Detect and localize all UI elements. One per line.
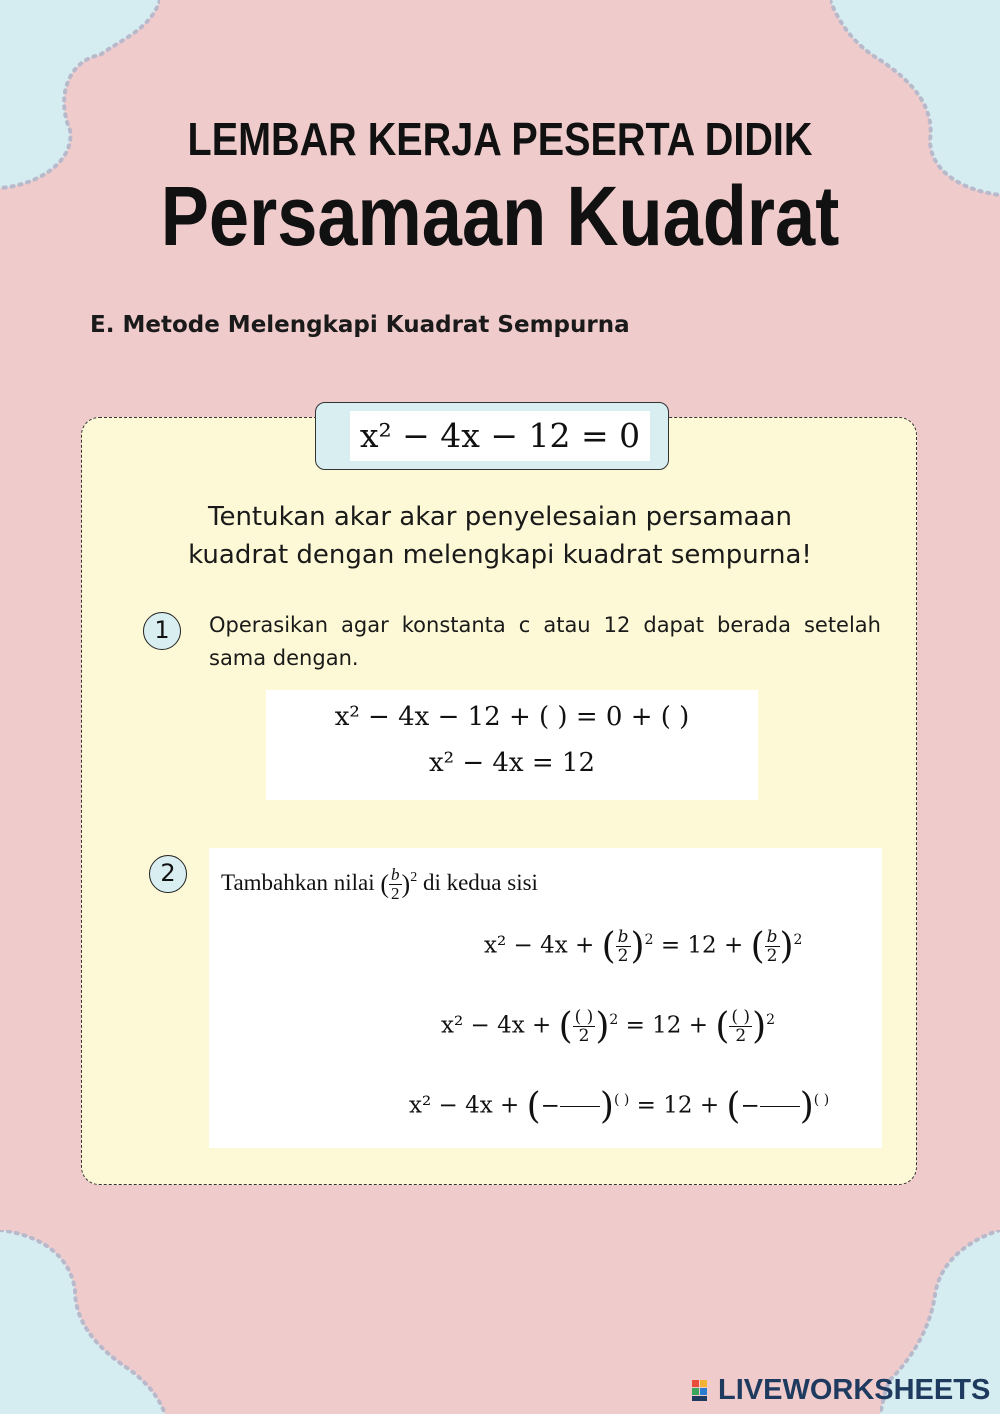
corner-decoration-bottom-left <box>0 1230 170 1414</box>
row-2-blank-left[interactable]: ( ) <box>574 1007 594 1027</box>
row-2-frac-bottom-right: 2 <box>735 1026 747 1046</box>
row-3-blank-left[interactable]: − <box>541 1093 600 1119</box>
row-2-frac-bottom-left: 2 <box>578 1026 590 1046</box>
row-1-rhs: = 12 + <box>660 932 744 959</box>
intro-frac-bottom: 2 <box>391 884 400 903</box>
step-2-math <box>209 848 882 1148</box>
row-1-lhs: x² − 4x + <box>484 932 595 959</box>
row-3-exp-right[interactable]: ( ) <box>813 1091 830 1108</box>
row-2-blank-right[interactable]: ( ) <box>731 1007 751 1027</box>
step-1-math-line-2: x² − 4x = 12 <box>428 748 595 778</box>
step-2-number: 2 <box>149 855 187 893</box>
row-3-blank-right[interactable]: − <box>740 1093 799 1119</box>
instruction-text <box>100 498 900 574</box>
step-2-intro-prefix: Tambahkan nilai <box>221 869 375 895</box>
row-2-lhs: x² − 4x + <box>441 1012 552 1039</box>
liveworksheets-logo-icon <box>692 1378 716 1402</box>
step-2-intro: Tambahkan nilai ( $\frac{b}{2}$ )$^2$ di kedua sisi <box>221 865 538 903</box>
section-heading: E. Metode Melengkapi Kuadrat Sempurna <box>90 312 630 338</box>
row-1-frac-bottom-right: 2 <box>766 946 778 966</box>
step-2-row-3: x² − 4x + (− )( ) = 12 + (− )( ) <box>409 1086 830 1127</box>
main-equation: x² − 4x − 12 = 0 <box>350 411 650 461</box>
worksheet-title: Persamaan Kuadrat <box>160 169 840 263</box>
row-3-exp-left[interactable]: ( ) <box>613 1091 630 1108</box>
step-1-number: 1 <box>143 612 181 650</box>
step-1-text: Operasikan agar konstanta c atau 12 dapat berada setelah sama dengan. <box>209 613 881 670</box>
instruction-line-2: kuadrat dengan melengkapi kuadrat sempurna! <box>188 540 812 570</box>
row-1-frac-top-right: b <box>766 927 778 947</box>
instruction-line-1: Tentukan akar akar penyelesaian persamaan <box>207 502 793 532</box>
step-2-row-1: x² − 4x + ( $\frac{b}{2}$ )$^2$ = 12 + ( $\frac{b}{2}$ )$^2$ <box>484 926 803 967</box>
row-3-lhs: x² − 4x + <box>409 1092 520 1119</box>
worksheet-subtitle: LEMBAR KERJA PESERTA DIDIK <box>187 113 813 165</box>
step-2-row-2: x² − 4x + ( $\frac{( )}{2}$ )$^2$ = 12 + ( $\frac{( )}{2}$ )$^2$ <box>441 1006 776 1047</box>
liveworksheets-logo-text[interactable]: LIVEWORKSHEETS <box>718 1374 991 1406</box>
intro-frac-top: b <box>391 865 400 884</box>
row-1-frac-bottom-left: 2 <box>617 946 629 966</box>
step-1-math <box>266 690 758 800</box>
row-1-frac-top-left: b <box>617 927 629 947</box>
equation-box <box>315 402 669 470</box>
row-2-rhs: = 12 + <box>625 1012 709 1039</box>
step-2-intro-suffix: di kedua sisi <box>422 869 538 895</box>
row-3-rhs: = 12 + <box>636 1092 720 1119</box>
step-1-math-line-1: x² − 4x − 12 + ( ) = 0 + ( ) <box>334 702 690 732</box>
